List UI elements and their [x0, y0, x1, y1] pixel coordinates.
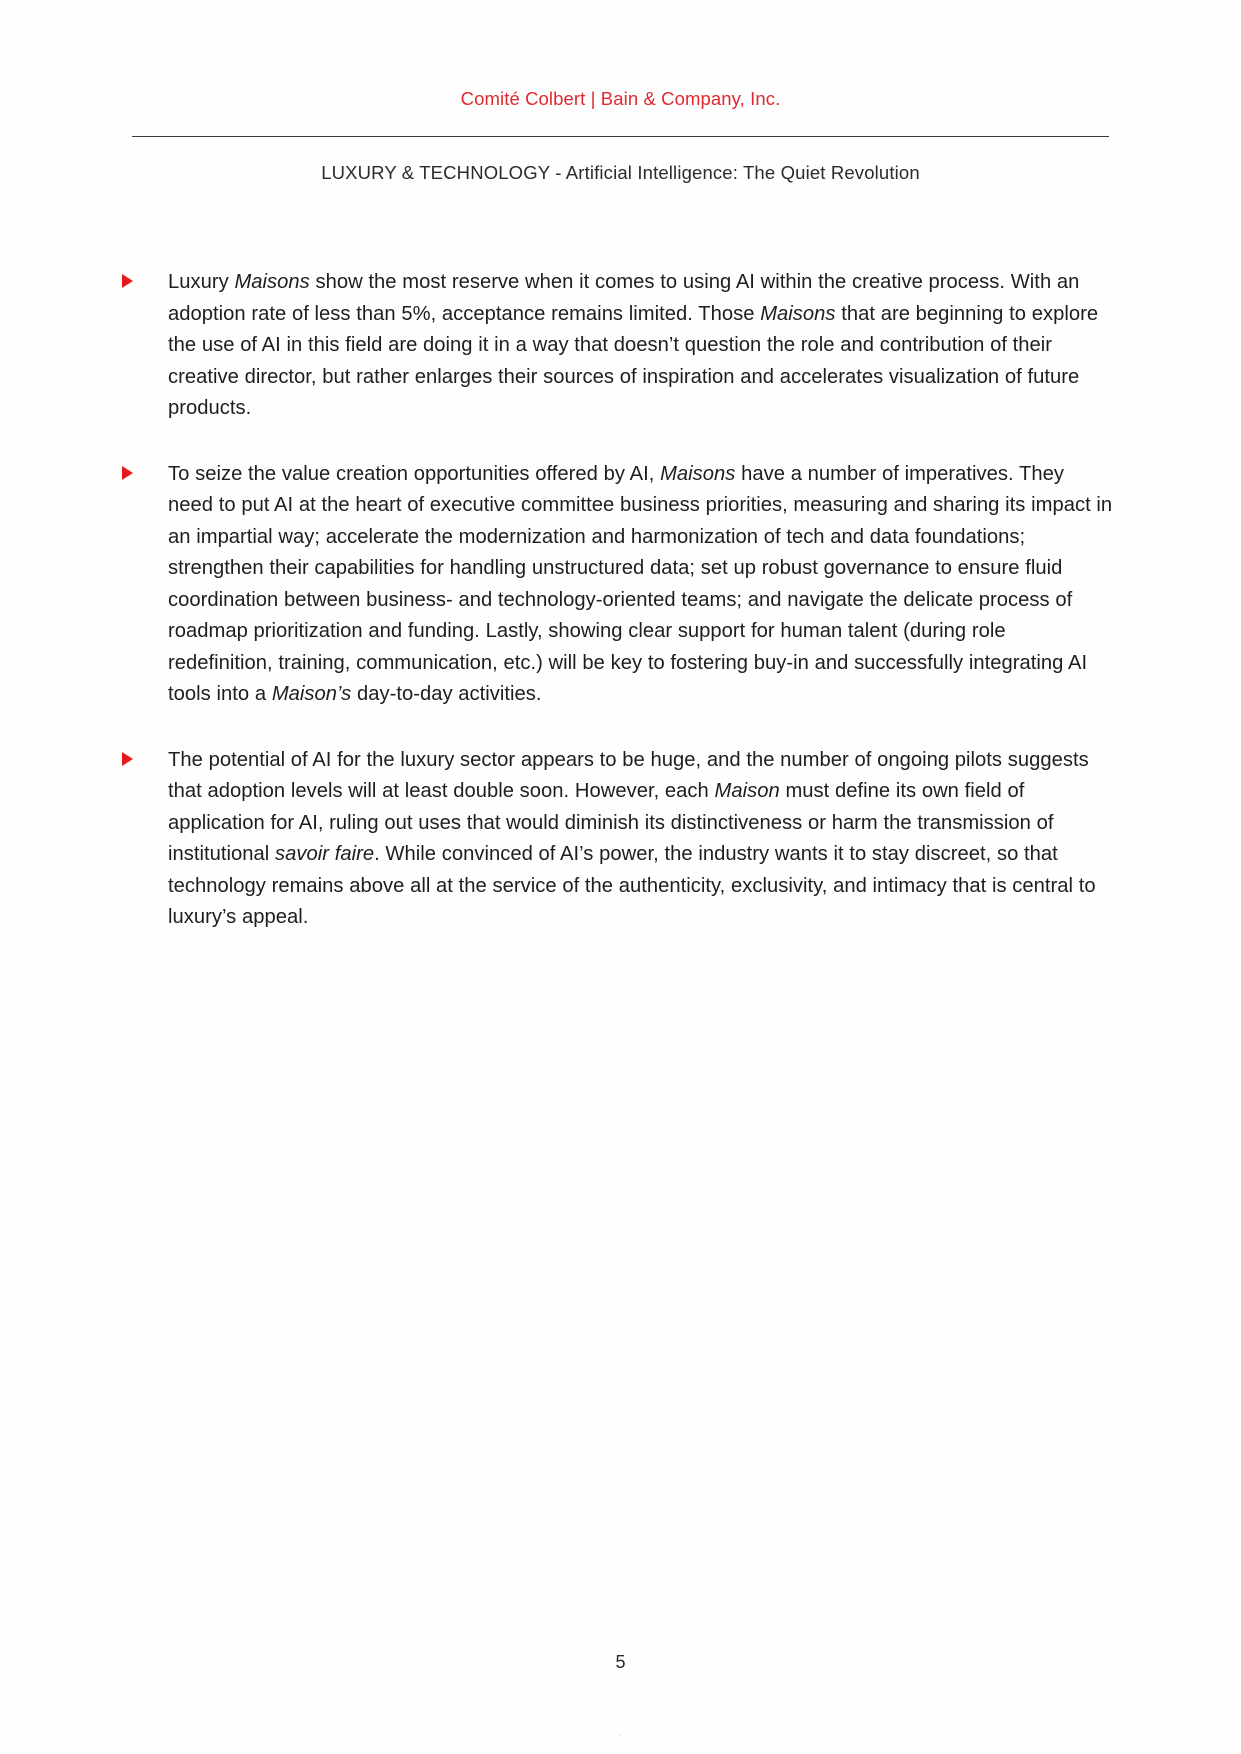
bullet-paragraph [168, 267, 1113, 425]
body-text: To seize the value creation opportunities offered by AI, [168, 462, 661, 485]
emphasis-text: Maisons [234, 271, 310, 294]
triangle-bullet-icon [122, 752, 133, 766]
emphasis-text: Maisons [760, 302, 836, 325]
brand-line: Comité Colbert | Bain & Company, Inc. [460, 88, 781, 109]
body-text: The potential of AI for the luxury sector appears to be huge, and the number of ongoing pilots suggests that adoption levels will at least double soon. However, each [168, 748, 1089, 803]
document-content [0, 247, 1241, 1754]
body-text: must define its own field of application for AI, ruling out uses that would diminish its distinctiveness or harm the transmission of institutional [168, 780, 1054, 866]
bullet-list [120, 267, 1113, 934]
emphasis-text: savoir faire [275, 843, 375, 866]
bullet-potential-outlook [120, 745, 1113, 934]
bullet-creative-process [120, 267, 1113, 425]
page-number: 5 [615, 1652, 626, 1672]
bullet-paragraph [168, 459, 1113, 711]
body-text: Luxury [168, 271, 235, 294]
emphasis-text: Maisons [660, 462, 736, 485]
body-text: . While convinced of AI’s power, the industry wants it to stay discreet, so that technology remains above all at the service of the authenticity, exclusivity, and intimacy that is central to luxury’s appeal. [168, 843, 1096, 929]
body-text: have a number of imperatives. They need to put AI at the heart of executive committee business priorities, measuring and sharing its impact in an impartial way; accelerate the modernization and harmonization of tech and data foundations; strengthen their capabilities for handling unstructured data; set up robust governance to ensure fluid coordination between business- and technology-oriented teams; and navigate the delicate process of roadmap prioritization and funding. Lastly, showing clear support for human talent (during role redefinition, training, communication, etc.) will be key to fostering buy-in and successfully integrating AI tools into a [168, 462, 1113, 706]
bullet-paragraph [168, 745, 1113, 934]
footer-mark: · [619, 1730, 622, 1740]
header-divider [132, 136, 1109, 137]
triangle-bullet-icon [122, 274, 133, 288]
document-header [0, 88, 1241, 185]
body-text: day-to-day activities. [351, 683, 542, 706]
bullet-value-creation-imperatives [120, 459, 1113, 711]
emphasis-text: Maison [714, 780, 780, 803]
document-subtitle: LUXURY & TECHNOLOGY - Artificial Intelligence: The Quiet Revolution [321, 162, 920, 184]
document-footer [0, 1652, 1241, 1754]
triangle-bullet-icon [122, 466, 133, 480]
body-text: show the most reserve when it comes to using AI within the creative process. With an adoption rate of less than 5%, acceptance remains limited. Those [168, 271, 1080, 325]
emphasis-text: Maison’s [271, 683, 352, 706]
body-text: that are beginning to explore the use of AI in this field are doing it in a way that doesn’t question the role and contribution of their creative director, but rather enlarges their sources of inspiration and accelerates visualization of future products. [168, 302, 1099, 420]
